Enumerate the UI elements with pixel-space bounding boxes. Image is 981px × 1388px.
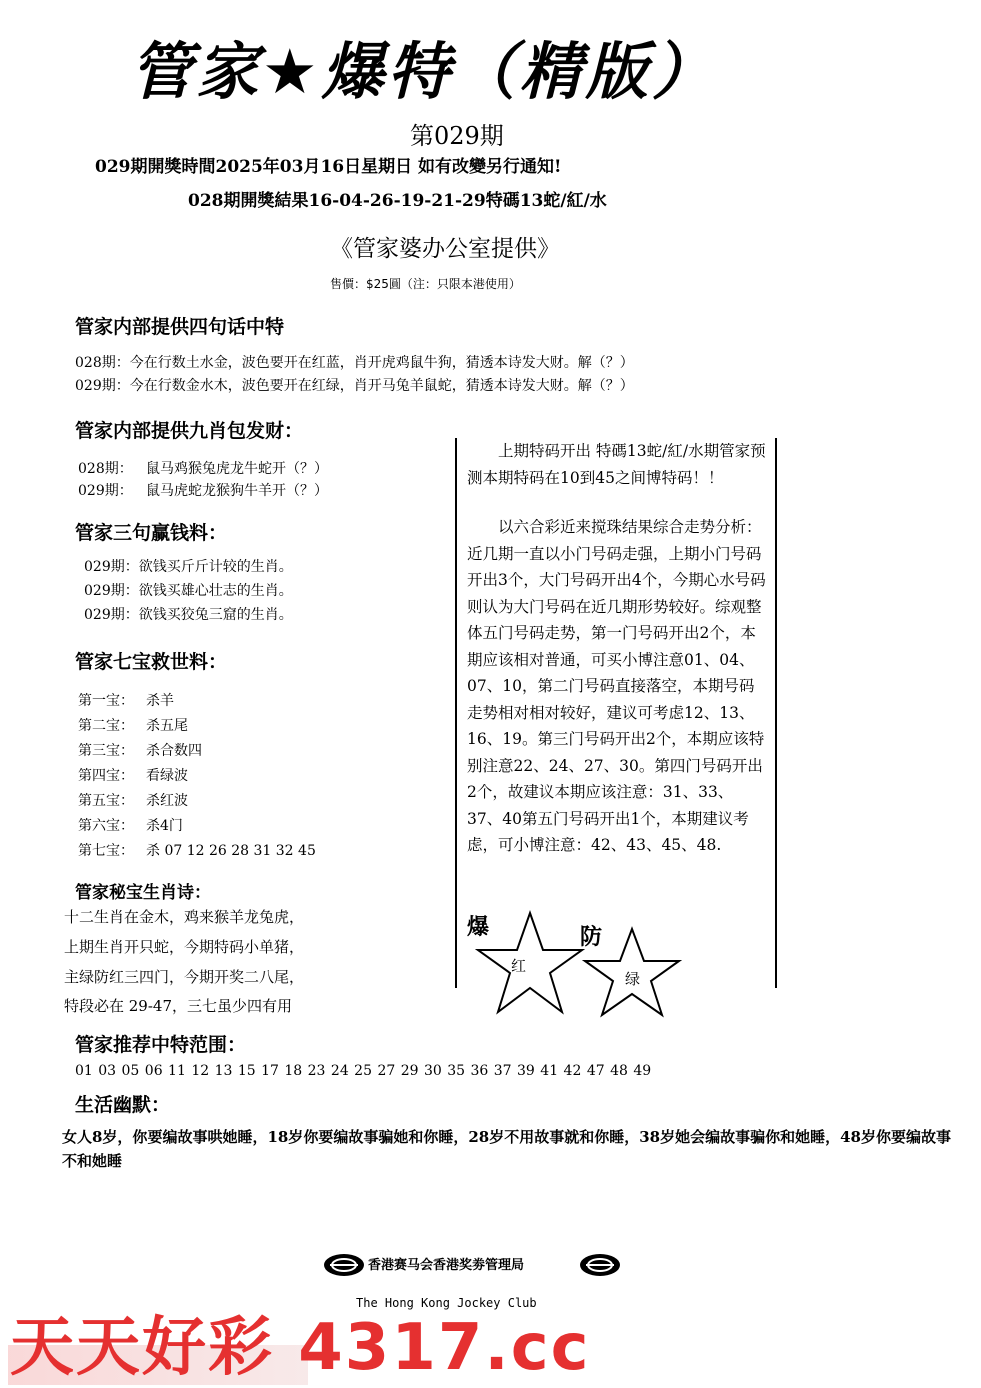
list-item: 杀羊	[146, 693, 174, 709]
analysis-box	[455, 438, 777, 988]
section-humor-title: 生活幽默：	[75, 1094, 171, 1116]
analysis-paragraph-1: 上期特码开出 特碼13蛇/紅/水期管家预测本期特码在10到45之间博特码！！	[467, 442, 766, 487]
list-item: 029期：欲钱买狡兔三窟的生肖。	[84, 607, 293, 623]
list-item: 杀五尾	[146, 718, 188, 734]
section-nine-zodiac-title: 管家内部提供九肖包发财：	[75, 420, 304, 442]
row-label: 第二宝：	[78, 718, 134, 734]
page-title: 管家★爆特（精版）	[130, 35, 718, 108]
list-item: 鼠马鸡猴兔虎龙牛蛇开（？）	[146, 461, 328, 477]
list-item: 杀合数四	[146, 743, 202, 759]
row-label: 029期：	[78, 483, 133, 499]
analysis-paragraph-2: 以六合彩近来搅珠结果综合走势分析：近几期一直以小门号码走强，上期小门号码开出3个，大门号码开出4个，今期心水号码则认为大门号码在近几期形势较好。综观整体五门号码走势，第一门号码开出2个，本期应该相对普通，可买小博注意01、04、07、10，第二门号码直接落空，本期号码走势相对相对较好，建议可考虑12、13、16、19。第三门号码开出2个，本期应该特别注意22、24、27、30。第四门号码开出2个，故建议本期应该注意：31、33、37、40第五门号码开出1个，本期建议考虑，可小博注意：42、43、45、48.	[467, 518, 766, 854]
row-label: 第五宝：	[78, 793, 134, 809]
list-item: 鼠马虎蛇龙猴狗牛羊开（？）	[146, 483, 328, 499]
section-seven-treasures-title: 管家七宝救世料：	[75, 651, 228, 673]
row-label: 第三宝：	[78, 743, 134, 759]
section-three-lines-title: 管家三句赢钱料：	[75, 522, 228, 544]
row-label: 第六宝：	[78, 818, 134, 834]
jockey-club-logo-icon	[578, 1252, 622, 1278]
list-item: 杀 07 12 26 28 31 32 45	[146, 843, 316, 859]
jockey-club-logo-icon	[322, 1252, 366, 1278]
list-item: 028期：今在行数土水金，波色要开在红蓝，肖开虎鸡鼠牛狗，猜透本诗发大财。解（？）	[75, 355, 634, 371]
last-result: 028期開獎結果16-04-26-19-21-29特碼13蛇/紅/水	[188, 191, 607, 211]
watermark: 天天好彩 4317.cc	[10, 1311, 591, 1385]
list-item: 特段必在 29-47，三七虽少四有用	[64, 997, 293, 1015]
list-item: 杀红波	[146, 793, 188, 809]
list-item: 十二生肖在金木，鸡来猴羊龙兔虎，	[64, 908, 305, 926]
list-item: 主绿防红三四门，今期开奖二八尾，	[64, 968, 305, 986]
number-list: 01 03 05 06 11 12 13 15 17 18 23 24 25 27 29 30 35 36 37 39 41 42 47 48 49	[75, 1063, 652, 1079]
list-item: 029期：欲钱买雄心壮志的生肖。	[84, 583, 293, 599]
humor-text: 女人8岁，你要编故事哄她睡，18岁你要编故事骗她和你睡，28岁不用故事就和你睡，38岁她会编故事骗你和她睡，48岁你要编故事不和她睡	[62, 1128, 951, 1170]
draw-time: 029期開獎時間2025年03月16日星期日 如有改變另行通知!	[95, 157, 562, 177]
row-label: 第一宝：	[78, 693, 134, 709]
row-label: 第七宝：	[78, 843, 134, 859]
issue-number: 第029期	[410, 122, 504, 150]
star-icon	[475, 908, 585, 1018]
star-label-1: 爆	[467, 915, 490, 940]
section-recommended-range-title: 管家推荐中特范围：	[75, 1034, 247, 1056]
footer-org-cn: 香港赛马会香港奖劵管理局	[368, 1258, 525, 1273]
price: 售價：$25圓（注：只限本港使用）	[330, 277, 521, 291]
star-inner-1: 红	[511, 957, 527, 975]
section-four-lines-title: 管家内部提供四句话中特	[75, 316, 285, 338]
list-item: 杀4门	[146, 818, 183, 834]
row-label: 028期：	[78, 461, 133, 477]
list-item: 上期生肖开只蛇，今期特码小单猪，	[64, 938, 305, 956]
list-item: 029期：欲钱买斤斤计较的生肖。	[84, 559, 293, 575]
star-label-2: 防	[580, 925, 603, 950]
row-label: 第四宝：	[78, 768, 134, 784]
section-zodiac-poem-title: 管家秘宝生肖诗：	[75, 883, 211, 903]
star-inner-2: 绿	[625, 970, 641, 988]
provider: 《管家婆办公室提供》	[330, 236, 560, 262]
list-item: 看绿波	[146, 768, 188, 784]
list-item: 029期：今在行数金水木，波色要开在红绿，肖开马兔羊鼠蛇，猜透本诗发大财。解（？）	[75, 378, 634, 394]
footer-org-en: The Hong Kong Jockey Club	[356, 1296, 537, 1310]
